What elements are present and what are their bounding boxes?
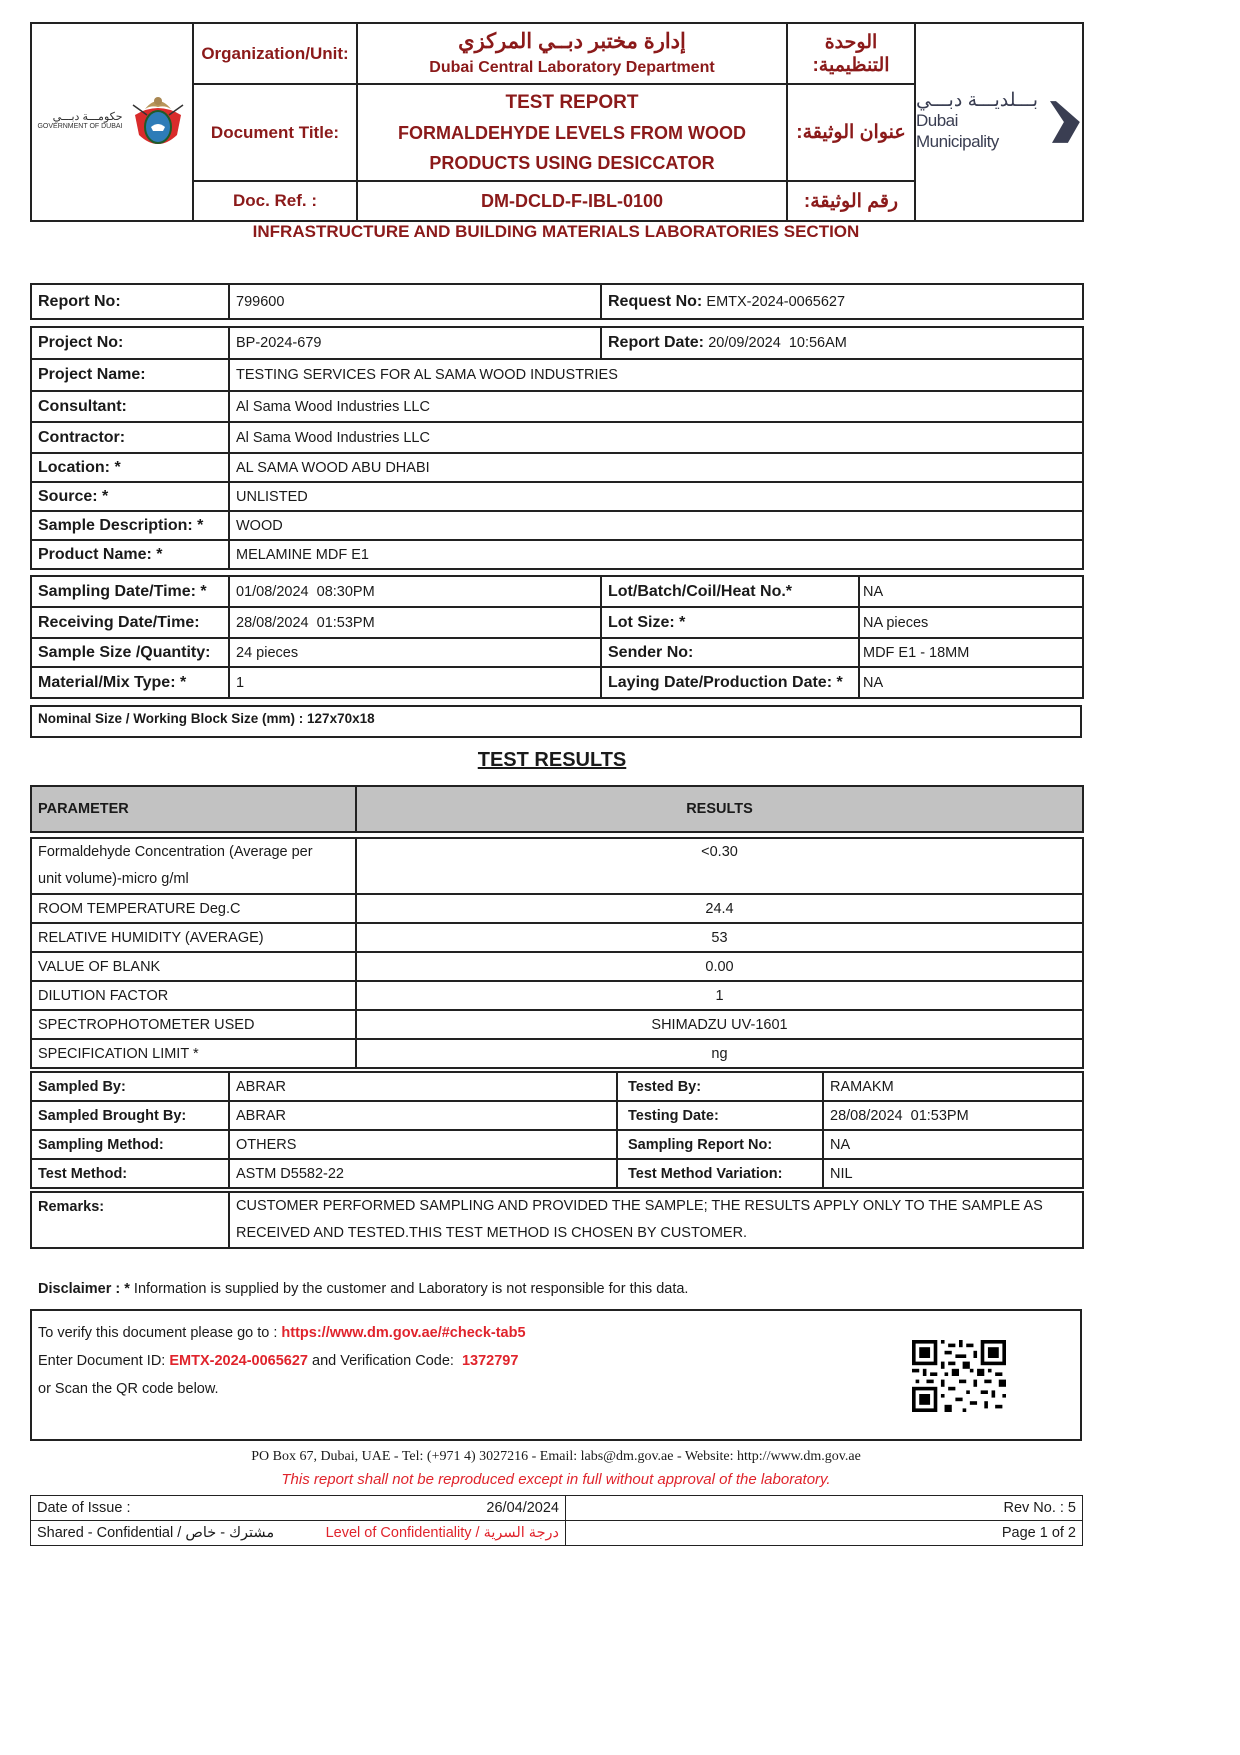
date-of-issue-label: Date of Issue :: [37, 1500, 131, 1516]
table-row: [31, 1496, 1083, 1521]
table-row: [31, 667, 1083, 698]
org-unit-arabic: إدارة مختبر دبــي المركزي: [458, 29, 686, 53]
table-row: [31, 422, 1083, 453]
parameter-column-header: PARAMETER: [31, 786, 356, 832]
document-title-line1: TEST REPORT: [505, 91, 639, 113]
confidentiality-english: Shared - Confidential /: [37, 1525, 182, 1541]
test-method-label: Test Method:: [31, 1159, 229, 1188]
laying-date-value: NA: [859, 667, 1083, 698]
footer-address: PO Box 67, Dubai, UAE - Tel: (+971 4) 3027216 - Email: labs@dm.gov.ae - Website: http://www.dm.gov.ae: [251, 1449, 861, 1464]
lot-batch-value: NA: [859, 576, 1083, 607]
material-type-value: 1: [229, 667, 601, 698]
table-row: [31, 981, 1083, 1010]
test-method-variation-label: Test Method Variation:: [617, 1159, 823, 1188]
table-row: [31, 1010, 1083, 1039]
doc-ref-label-arabic: رقم الوثيقة:: [787, 181, 915, 221]
dm-chevron-icon: [1050, 99, 1082, 145]
confidentiality-arabic: مشترك - خاص: [185, 1525, 275, 1541]
laying-date-label: Laying Date/Production Date: *: [601, 667, 859, 698]
lot-size-value: NA pieces: [859, 607, 1083, 638]
org-unit-label: Organization/Unit:: [193, 23, 357, 84]
doc-ref-label: Doc. Ref. :: [193, 181, 357, 221]
results-column-header: RESULTS: [356, 786, 1083, 832]
table-row: [31, 894, 1083, 923]
section-title: INFRASTRUCTURE AND BUILDING MATERIALS LABORATORIES SECTION: [252, 222, 860, 241]
nominal-size: Nominal Size / Working Block Size (mm) : 127x70x18: [30, 705, 1082, 738]
table-row: [31, 638, 1083, 667]
government-of-dubai-logo: [31, 23, 193, 221]
document-title-value: [357, 84, 787, 181]
table-row: [31, 576, 1083, 607]
testing-date-label: Testing Date:: [617, 1101, 823, 1130]
verify-line3: or Scan the QR code below.: [38, 1381, 219, 1397]
table-row: [31, 511, 1083, 540]
table-row: [31, 1159, 1083, 1188]
sample-brought-by-label: Sampled Brought By:: [31, 1101, 229, 1130]
dm-logo-arabic: بـــلديـــة دبـــي: [916, 90, 1038, 111]
remarks-line2: RECEIVED AND TESTED.THIS TEST METHOD IS CHOSEN BY CUSTOMER.: [236, 1225, 748, 1241]
table-row: [31, 1521, 1083, 1546]
disclaimer-label: Disclaimer : *: [38, 1281, 130, 1297]
document-title-line3: PRODUCTS USING DESICCATOR: [429, 152, 715, 173]
table-row: [31, 607, 1083, 638]
sampling-date-label: Sampling Date/Time: *: [31, 576, 229, 607]
report-no-label: Report No:: [31, 284, 229, 319]
result-cell: ng: [356, 1039, 1083, 1068]
qr-code-icon[interactable]: [912, 1340, 1006, 1412]
reproduction-notice: This report shall not be reproduced except in full without approval of the laboratory.: [281, 1471, 831, 1488]
sampling-date-value: 01/08/2024 08:30PM: [229, 576, 601, 607]
sample-size-value: 24 pieces: [229, 638, 601, 667]
tested-by-label: Tested By:: [617, 1072, 823, 1101]
document-id-value: EMTX-2024-0065627: [169, 1353, 309, 1369]
table-row: [31, 453, 1083, 482]
test-method-value: ASTM D5582-22: [229, 1159, 617, 1188]
remarks-line1: CUSTOMER PERFORMED SAMPLING AND PROVIDED THE SAMPLE; THE RESULTS APPLY ONLY TO THE SAMPLE AS: [236, 1198, 1043, 1214]
parameter-cell: DILUTION FACTOR: [31, 981, 356, 1010]
table-row: [31, 540, 1083, 569]
table-row: [31, 838, 1083, 894]
result-cell: 0.00: [356, 952, 1083, 981]
verification-code-prefix: and Verification Code:: [308, 1353, 462, 1369]
verify-url-link[interactable]: https://www.dm.gov.ae/#check-tab5: [281, 1325, 526, 1341]
org-unit-value: [357, 23, 787, 84]
tested-by-value: RAMAKM: [823, 1072, 1083, 1101]
sampling-report-no-label: Sampling Report No:: [617, 1130, 823, 1159]
project-info-table: [30, 326, 1084, 570]
project-name-label: Project Name:: [31, 359, 229, 391]
consultant-value: Al Sama Wood Industries LLC: [229, 391, 1083, 422]
sampling-info-table: [30, 575, 1084, 699]
parameter-cell: ROOM TEMPERATURE Deg.C: [31, 894, 356, 923]
receiving-date-label: Receiving Date/Time:: [31, 607, 229, 638]
report-no-value: 799600: [229, 284, 601, 319]
table-row: [31, 1072, 1083, 1101]
test-method-variation-value: NIL: [823, 1159, 1083, 1188]
result-cell: 24.4: [356, 894, 1083, 923]
verification-code-value: 1372797: [461, 1353, 519, 1369]
result-cell: <0.30: [356, 838, 1083, 894]
consultant-label: Consultant:: [31, 391, 229, 422]
sampled-by-label: Sampled By:: [31, 1072, 229, 1101]
footer-table: [30, 1495, 1083, 1546]
date-of-issue-value: 26/04/2024: [486, 1500, 559, 1516]
confidentiality-level-label: Level of Confidentiality / درجة السرية: [325, 1525, 559, 1541]
remarks-table: [30, 1191, 1084, 1249]
parameter-cell: RELATIVE HUMIDITY (AVERAGE): [31, 923, 356, 952]
rev-no: Rev No. : 5: [566, 1496, 1083, 1521]
table-row: [31, 1039, 1083, 1068]
signatory-table: [30, 1071, 1084, 1189]
remarks-value: [229, 1192, 1083, 1248]
gov-logo-english: GOVERNMENT OF DUBAI: [37, 123, 123, 130]
testing-date-value: 28/08/2024 01:53PM: [823, 1101, 1083, 1130]
verify-prefix: To verify this document please go to :: [38, 1325, 282, 1341]
request-no-label: Request No:: [608, 292, 703, 310]
location-value: AL SAMA WOOD ABU DHABI: [229, 453, 1083, 482]
project-name-value: TESTING SERVICES FOR AL SAMA WOOD INDUSTRIES: [229, 359, 1083, 391]
result-cell: SHIMADZU UV-1601: [356, 1010, 1083, 1039]
lot-batch-label: Lot/Batch/Coil/Heat No.*: [601, 576, 859, 607]
test-results-title: TEST RESULTS: [477, 749, 627, 771]
document-title-label: Document Title:: [193, 84, 357, 181]
report-date-value: 20/09/2024 10:56AM: [708, 335, 847, 351]
source-label: Source: *: [31, 482, 229, 511]
parameter-cell: SPECIFICATION LIMIT *: [31, 1039, 356, 1068]
table-row: [31, 391, 1083, 422]
table-row: [31, 482, 1083, 511]
product-name-label: Product Name: *: [31, 540, 229, 569]
document-title-label-arabic: عنوان الوثيقة:: [787, 84, 915, 181]
source-value: UNLISTED: [229, 482, 1083, 511]
material-type-label: Material/Mix Type: *: [31, 667, 229, 698]
document-id-prefix: Enter Document ID:: [38, 1353, 170, 1369]
document-header: [30, 22, 1084, 222]
document-title-line2: FORMALDEHYDE LEVELS FROM WOOD: [398, 122, 746, 143]
sample-description-value: WOOD: [229, 511, 1083, 540]
gov-logo-arabic: حكومـــة دبـــي: [52, 111, 123, 123]
doc-ref-value: DM-DCLD-F-IBL-0100: [357, 181, 787, 221]
sender-no-label: Sender No:: [601, 638, 859, 667]
parameter-cell: VALUE OF BLANK: [31, 952, 356, 981]
receiving-date-value: 28/08/2024 01:53PM: [229, 607, 601, 638]
table-row: [31, 952, 1083, 981]
org-unit-label-arabic: الوحدة التنظيمية:: [787, 23, 915, 84]
result-cell: 1: [356, 981, 1083, 1010]
parameter-line2: unit volume)-micro g/ml: [38, 871, 189, 887]
sample-brought-by-value: ABRAR: [229, 1101, 617, 1130]
sampling-method-value: OTHERS: [229, 1130, 617, 1159]
project-no-value: BP-2024-679: [229, 327, 601, 359]
dubai-municipality-logo: [915, 23, 1083, 221]
contractor-label: Contractor:: [31, 422, 229, 453]
project-no-label: Project No:: [31, 327, 229, 359]
disclaimer: [38, 1281, 688, 1297]
confidentiality-cell: [31, 1521, 566, 1546]
table-row: [31, 1130, 1083, 1159]
dubai-emblem-icon: [129, 91, 187, 153]
contractor-value: Al Sama Wood Industries LLC: [229, 422, 1083, 453]
sample-description-label: Sample Description: *: [31, 511, 229, 540]
table-row: [31, 923, 1083, 952]
sample-size-label: Sample Size /Quantity:: [31, 638, 229, 667]
product-name-value: MELAMINE MDF E1: [229, 540, 1083, 569]
sampling-report-no-value: NA: [823, 1130, 1083, 1159]
table-row: [31, 359, 1083, 391]
remarks-label: Remarks:: [31, 1192, 229, 1248]
results-table-header: [30, 785, 1084, 833]
result-cell: 53: [356, 923, 1083, 952]
parameter-line1: Formaldehyde Concentration (Average per: [38, 844, 313, 860]
sampled-by-value: ABRAR: [229, 1072, 617, 1101]
org-unit-english: Dubai Central Laboratory Department: [429, 58, 715, 76]
dm-logo-english: Dubai Municipality: [916, 111, 999, 151]
table-row: [31, 1101, 1083, 1130]
parameter-cell: [31, 838, 356, 894]
lot-size-label: Lot Size: *: [601, 607, 859, 638]
parameter-cell: SPECTROPHOTOMETER USED: [31, 1010, 356, 1039]
sampling-method-label: Sampling Method:: [31, 1130, 229, 1159]
disclaimer-text: Information is supplied by the customer and Laboratory is not responsible for this data.: [129, 1281, 689, 1297]
date-of-issue-cell: [31, 1496, 566, 1521]
report-date-label: Report Date:: [608, 334, 705, 351]
sender-no-value: MDF E1 - 18MM: [859, 638, 1083, 667]
report-date-cell: [601, 327, 1083, 359]
request-no-value: EMTX-2024-0065627: [706, 293, 846, 310]
page-number: Page 1 of 2: [566, 1521, 1083, 1546]
request-no-cell: [601, 284, 1083, 319]
report-info-table: [30, 283, 1084, 320]
results-table: [30, 837, 1084, 1069]
location-label: Location: *: [31, 453, 229, 482]
